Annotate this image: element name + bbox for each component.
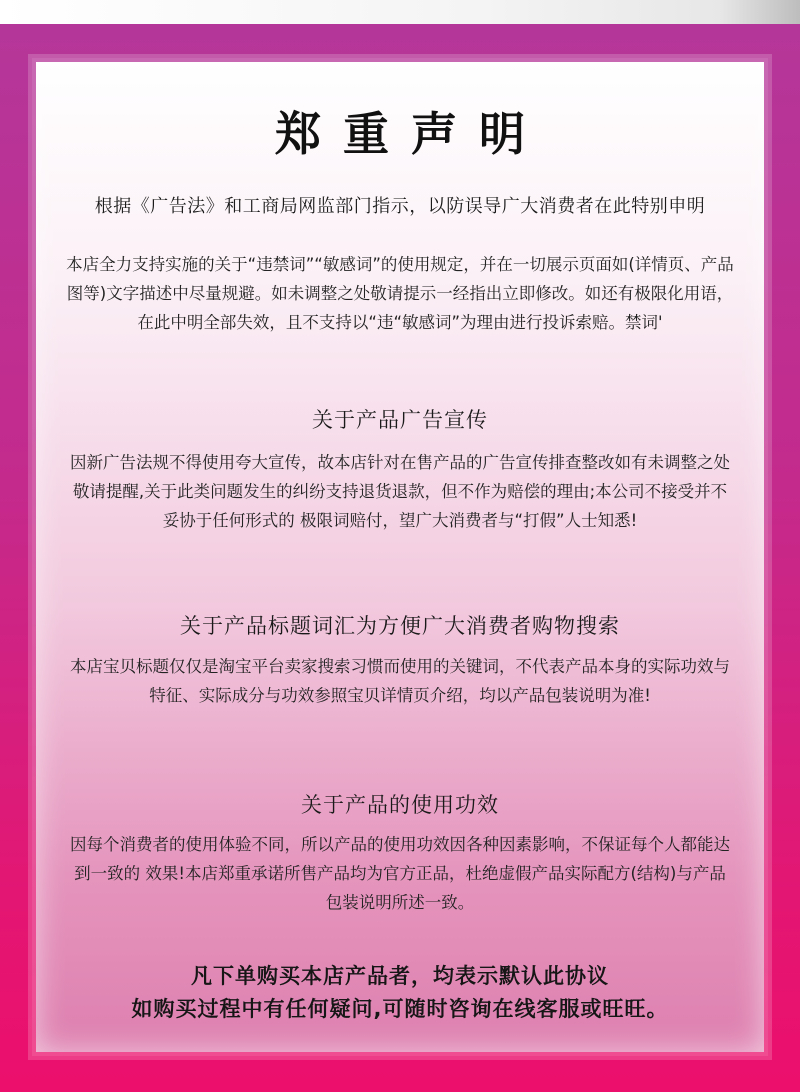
subtitle: 根据《广告法》和工商局网监部门指示，以防误导广大消费者在此特别申明 [94, 196, 706, 217]
section-body-advertising: 因新广告法规不得使用夸大宣传，故本店针对在售产品的广告宣传排查整改如有未调整之处敬请提醒,关于此类问题发生的纠纷支持退货退款，但不作为赔偿的理由;本公司不接受并不妥协于任何形式的 极限词赔付，望广大消费者与“打假”人士知悉! [70, 453, 730, 530]
closing-line-2: 如购买过程中有任何疑问,可随时咨询在线客服或旺旺。 [131, 997, 669, 1021]
closing-line-1: 凡下单购买本店产品者，均表示默认此协议 [191, 964, 609, 988]
section-body-efficacy: 因每个消费者的使用体验不同，所以产品的使用功效因各种因素影响，不保证每个人都能达到一致的 效果!本店郑重承诺所售产品均为官方正品，杜绝虚假产品实际配方(结构)与产品包装说明所述一致。 [70, 835, 730, 912]
top-strip [0, 0, 800, 24]
page-title: 郑重声明 [275, 107, 547, 161]
closing-statement [36, 960, 764, 1026]
section-heading-advertising: 关于产品广告宣传 [312, 408, 488, 432]
section-body-title-keywords: 本店宝贝标题仅仅是淘宝平台卖家搜索习惯而使用的关键词，不代表产品本身的实际功效与特征、实际成分与功效参照宝贝详情页介绍，均以产品包装说明为准! [70, 657, 730, 705]
intro-paragraph: 本店全力支持实施的关于“违禁词”“敏感词”的使用规定，并在一切展示页面如(详情页、产品图等)文字描述中尽量规避。如未调整之处敬请提示一经指出立即修改。如还有极限化用语，在此中明全部失效，且不支持以“违“敏感词”为理由进行投诉索赔。禁词' [66, 255, 734, 332]
section-heading-title-keywords: 关于产品标题词汇为方便广大消费者购物搜索 [180, 614, 620, 638]
section-heading-efficacy: 关于产品的使用功效 [301, 793, 499, 817]
